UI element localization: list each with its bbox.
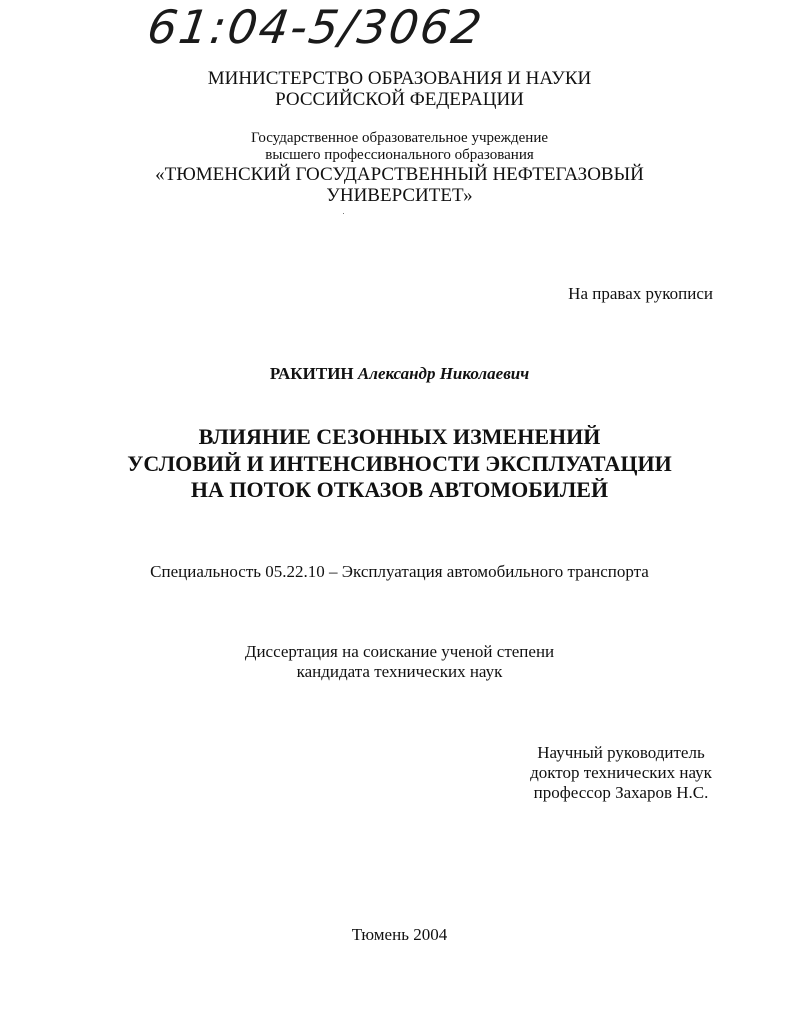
handwritten-archive-code: 61:04-5/3062 (144, 0, 487, 54)
institution-line-2: высшего профессионального образования (265, 147, 534, 163)
degree-line-2: кандидата технических наук (296, 662, 503, 681)
specialty: Специальность 05.22.10 – Эксплуатация автомобильного транспорта (150, 562, 649, 581)
city-and-year: Тюмень 2004 (351, 925, 448, 944)
title-line-3: НА ПОТОК ОТКАЗОВ АВТОМОБИЛЕЙ (190, 477, 609, 502)
advisor-line-2: доктор технических наук (530, 763, 712, 782)
institution-line-1: Государственное образовательное учреждение (250, 130, 549, 146)
title-line-2: УСЛОВИЙ И ИНТЕНСИВНОСТИ ЭКСПЛУАТАЦИИ (127, 451, 672, 476)
advisor-line-1: Научный руководитель (537, 743, 705, 762)
author-name (0, 364, 799, 384)
author-surname: РАКИТИН (269, 364, 354, 383)
degree-line-1: Диссертация на соискание ученой степени (244, 642, 555, 661)
advisor-line-3: профессор Захаров Н.С. (533, 783, 709, 802)
title-line-1: ВЛИЯНИЕ СЕЗОННЫХ ИЗМЕНЕНИЙ (198, 424, 601, 449)
university-name-line-1: «ТЮМЕНСКИЙ ГОСУДАРСТВЕННЫЙ НЕФТЕГАЗОВЫЙ (155, 164, 644, 185)
ministry-line-1: МИНИСТЕРСТВО ОБРАЗОВАНИЯ И НАУКИ (207, 68, 592, 89)
rights-note: На правах рукописи (568, 284, 713, 303)
ministry-line-2: РОССИЙСКОЙ ФЕДЕРАЦИИ (275, 89, 524, 110)
advisor-block (522, 743, 720, 803)
scan-speck (343, 213, 344, 214)
author-given-names: Александр Николаевич (357, 364, 530, 383)
university-name-line-2: УНИВЕРСИТЕТ» (326, 185, 473, 206)
